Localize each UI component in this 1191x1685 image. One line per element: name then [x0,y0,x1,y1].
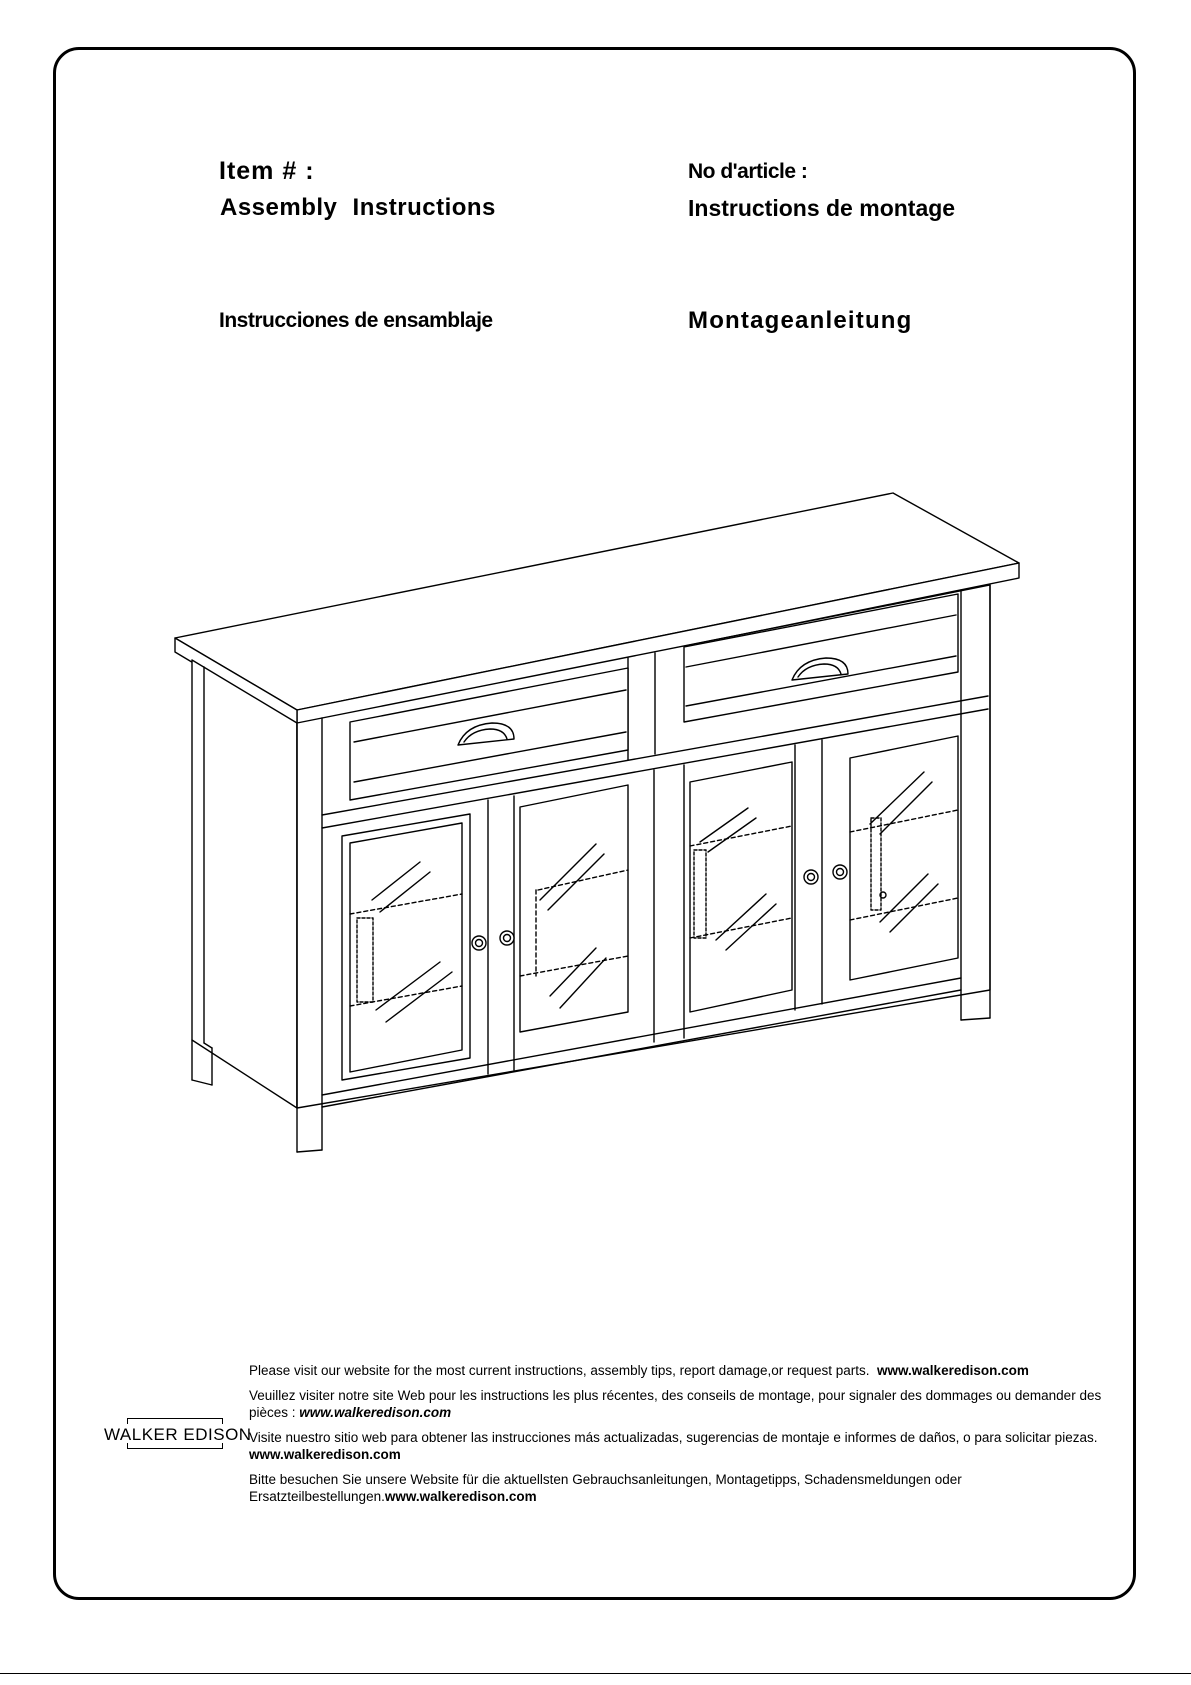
footer-note-fr [249,1387,1109,1421]
footer-text-fr: Veuillez visiter notre site Web pour les instructions les plus récentes, des conseils de montage, pour signaler des dommages ou demander des pièces : [249,1388,1102,1420]
footer-text-es: Visite nuestro sitio web para obtener las instrucciones más actualizadas, sugerencias de montaje e informes de daños, o para solicitar piezas. [249,1430,1098,1445]
door-4-knob [833,865,847,879]
cabinet-left-side [192,660,297,1108]
logo-top-bracket [128,1418,222,1419]
footer-note-es [249,1429,1109,1463]
sideboard-cabinet-illustration [160,480,1040,1180]
website-link-es[interactable]: www.walkeredison.com [249,1447,401,1462]
assembly-instructions-title-es: Instrucciones de ensamblaje [219,309,493,332]
footer-note-en [249,1362,1109,1379]
page-bottom-rule [0,1673,1191,1674]
footer-notes [249,1362,1109,1513]
footer-text-de: Bitte besuchen Sie unsere Website für die aktuellsten Gebrauchsanleitungen, Montagetipps, Schadensmeldungen oder Ersatzteilbestellungen. [249,1472,962,1504]
website-link-en[interactable]: www.walkeredison.com [877,1363,1029,1378]
assembly-instructions-title-de: Montageanleitung [688,307,913,334]
website-link-fr[interactable]: www.walkeredison.com [299,1405,452,1420]
assembly-instructions-title-en: Assembly Instructions [220,194,496,221]
logo-bottom-bracket [128,1448,222,1449]
item-number-label-fr: No d'article : [688,160,808,183]
walker-edison-logo [104,1413,252,1453]
item-number-label: Item # : [219,157,315,185]
assembly-instructions-title-fr: Instructions de montage [688,195,956,221]
door-1-knob [472,936,486,950]
footer-text-en: Please visit our website for the most current instructions, assembly tips, report damage,or request parts. [249,1363,870,1378]
door-2-knob [500,931,514,945]
door-3-knob [804,870,818,884]
footer-note-de [249,1471,1109,1505]
logo-text: WALKER EDISON [104,1425,252,1444]
website-link-de[interactable]: www.walkeredison.com [384,1489,537,1504]
